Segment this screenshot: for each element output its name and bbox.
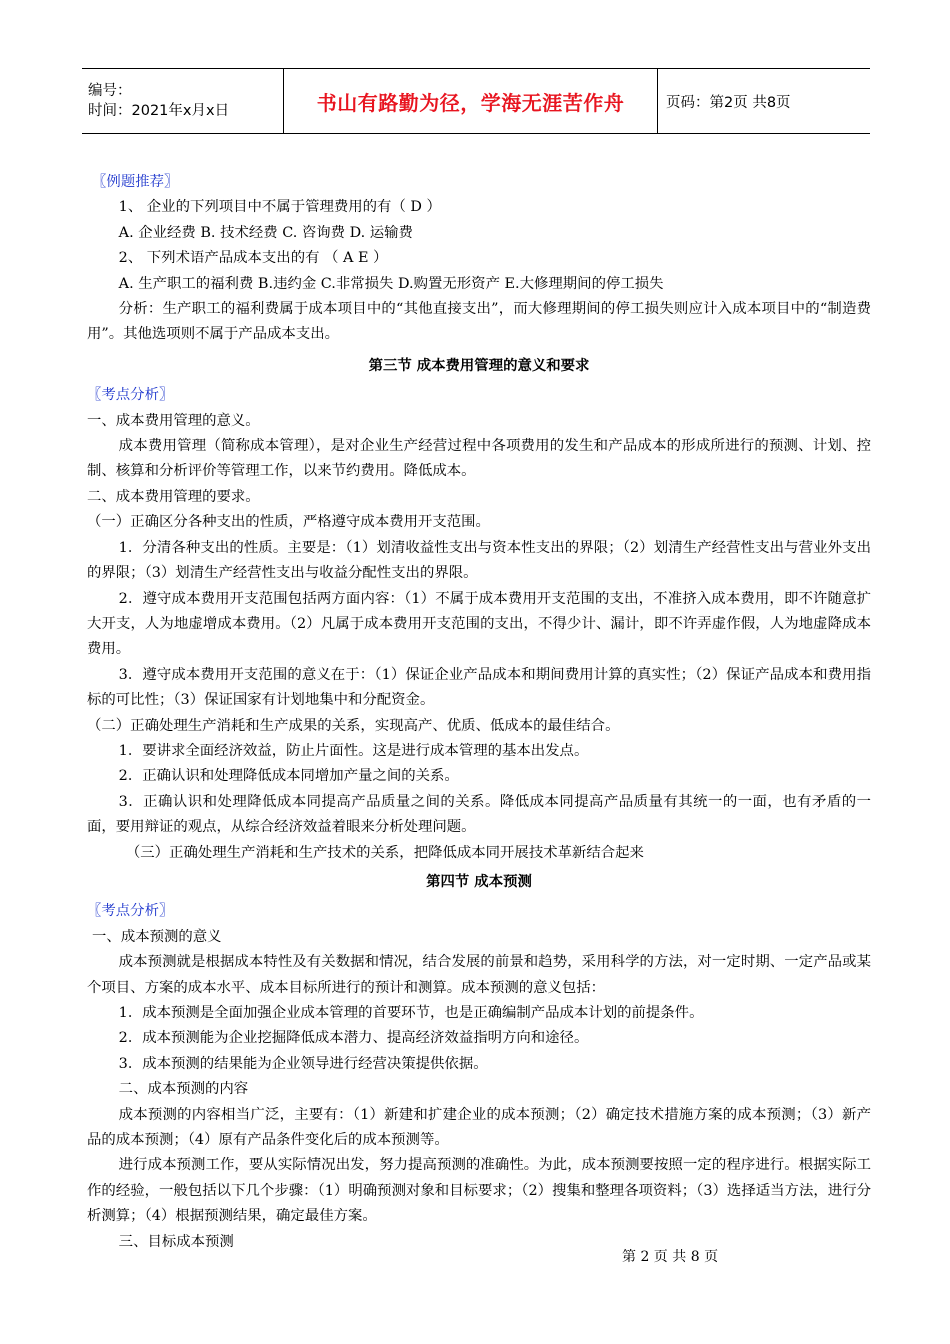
- s3-paragraph-6: 2．正确认识和处理降低成本同增加产量之间的关系。: [118, 768, 459, 785]
- question-1-options: A. 企业经费 B. 技术经费 C. 咨询费 D. 运输费: [118, 224, 413, 241]
- s4-paragraph-5: 成本预测的内容相当广泛，主要有：（1）新建和扩建企业的成本预测；（2）确定技术措施方案的成本预测；（3）新产品的成本预测；（4）原有产品条件变化后的成本预测等。: [87, 1106, 871, 1149]
- s4-heading-3: 三、目标成本预测: [118, 1233, 234, 1250]
- header-meta: [82, 69, 284, 133]
- s4-paragraph-4: 3．成本预测的结果能为企业领导进行经营决策提供依据。: [118, 1055, 488, 1072]
- s3-subheading-c: （三）正确处理生产消耗和生产技术的关系，把降低成本同开展技术革新结合起来: [125, 844, 644, 861]
- s3-paragraph-5: 1．要讲求全面经济效益，防止片面性。这是进行成本管理的基本出发点。: [118, 742, 589, 759]
- s3-paragraph-7: 3．正确认识和处理降低成本同提高产品质量之间的关系。降低成本同提高产品质量有其统一的一面，也有矛盾的一面，要用辩证的观点，从综合经济效益着眼来分析处理问题。: [87, 793, 871, 836]
- section-3-title: 第三节 成本费用管理的意义和要求: [368, 357, 590, 374]
- s4-heading-1: 一、成本预测的意义: [92, 928, 222, 945]
- header-page-cell: [658, 69, 870, 133]
- key-points-tag: 〖考点分析〗: [87, 387, 174, 404]
- header-page: 页码：第2页 共8页: [666, 94, 791, 111]
- s3-heading-2: 二、成本费用管理的要求。: [87, 488, 260, 505]
- header-date: 时间：2021年x月x日: [88, 103, 230, 119]
- header-motto: 书山有路勤为径，学海无涯苦作舟: [316, 90, 625, 115]
- s4-paragraph-2: 1．成本预测是全面加强企业成本管理的首要环节，也是正确编制产品成本计划的前提条件。: [118, 1005, 704, 1021]
- s4-paragraph-3: 2．成本预测能为企业挖掘降低成本潜力、提高经济效益指明方向和途径。: [118, 1030, 589, 1047]
- s3-subheading-b: （二）正确处理生产消耗和生产成果的关系，实现高产、优质、低成本的最佳结合。: [87, 717, 620, 734]
- s4-heading-2: 二、成本预测的内容: [118, 1081, 249, 1098]
- s3-paragraph-3: 2．遵守成本费用开支范围包括两方面内容：（1）不属于成本费用开支范围的支出，不准挤入成本费用，即不许随意扩大开支，人为地虚增成本费用。（2）凡属于成本费用开支范围的支出，不得少计、漏计，即不许弄虚作假，人为地虚降成本费用。: [87, 590, 871, 658]
- s3-paragraph-2: 1．分清各种支出的性质。主要是：（1）划清收益性支出与资本性支出的界限；（2）划清生产经营性支出与营业外支出的界限；（3）划清生产经营性支出与收益分配性支出的界限。: [87, 539, 871, 582]
- document-body: [87, 170, 871, 1255]
- header-number: 编号：: [88, 83, 132, 99]
- s3-heading-1: 一、成本费用管理的意义。: [87, 412, 260, 429]
- example-tag: 〖例题推荐〗: [92, 174, 179, 190]
- question-1: 1、 企业的下列项目中不属于管理费用的有（ D ）: [118, 199, 441, 216]
- s4-paragraph-6: 进行成本预测工作，要从实际情况出发，努力提高预测的准确性。为此，成本预测要按照一定的程序进行。根据实际工作的经验，一般包括以下几个步骤：（1）明确预测对象和目标要求；（2）搜集和整理各项资料；（3）选择适当方法，进行分析测算；（4）根据预测结果，确定最佳方案。: [87, 1157, 871, 1225]
- s3-subheading-a: （一）正确区分各种支出的性质，严格遵守成本费用开支范围。: [87, 514, 490, 531]
- s3-paragraph-4: 3．遵守成本费用开支范围的意义在于：（1）保证企业产品成本和期间费用计算的真实性；（2）保证产品成本和费用指标的可比性；（3）保证国家有计划地集中和分配资金。: [87, 666, 871, 709]
- header-motto-cell: [284, 69, 658, 133]
- question-2-options: A. 生产职工的福利费 B.违约金 C.非常损失 D.购置无形资产 E.大修理期间的停工损失: [118, 275, 664, 292]
- key-points-tag-2: 〖考点分析〗: [87, 903, 174, 920]
- s4-paragraph-1: 成本预测就是根据成本特性及有关数据和情况，结合发展的前景和趋势，采用科学的方法，对一定时期、一定产品或某个项目、方案的成本水平、成本目标所进行的预计和测算。成本预测的意义包括：: [87, 954, 871, 996]
- page-footer: 第 2 页 共 8 页: [622, 1249, 719, 1265]
- analysis-paragraph: 分析：生产职工的福利费属于成本项目中的“其他直接支出”，而大修理期间的停工损失则应计入成本项目中的“制造费用”。其他选项则不属于产品成本支出。: [87, 301, 871, 343]
- question-2: 2、 下列术语产品成本支出的有 （ A E ）: [118, 250, 388, 267]
- section-4-title: 第四节 成本预测: [426, 873, 532, 890]
- page-header: [82, 68, 870, 134]
- s3-paragraph-1: 成本费用管理（简称成本管理），是对企业生产经营过程中各项费用的发生和产品成本的形成所进行的预测、计划、控制、核算和分析评价等管理工作，以来节约费用。降低成本。: [87, 438, 871, 480]
